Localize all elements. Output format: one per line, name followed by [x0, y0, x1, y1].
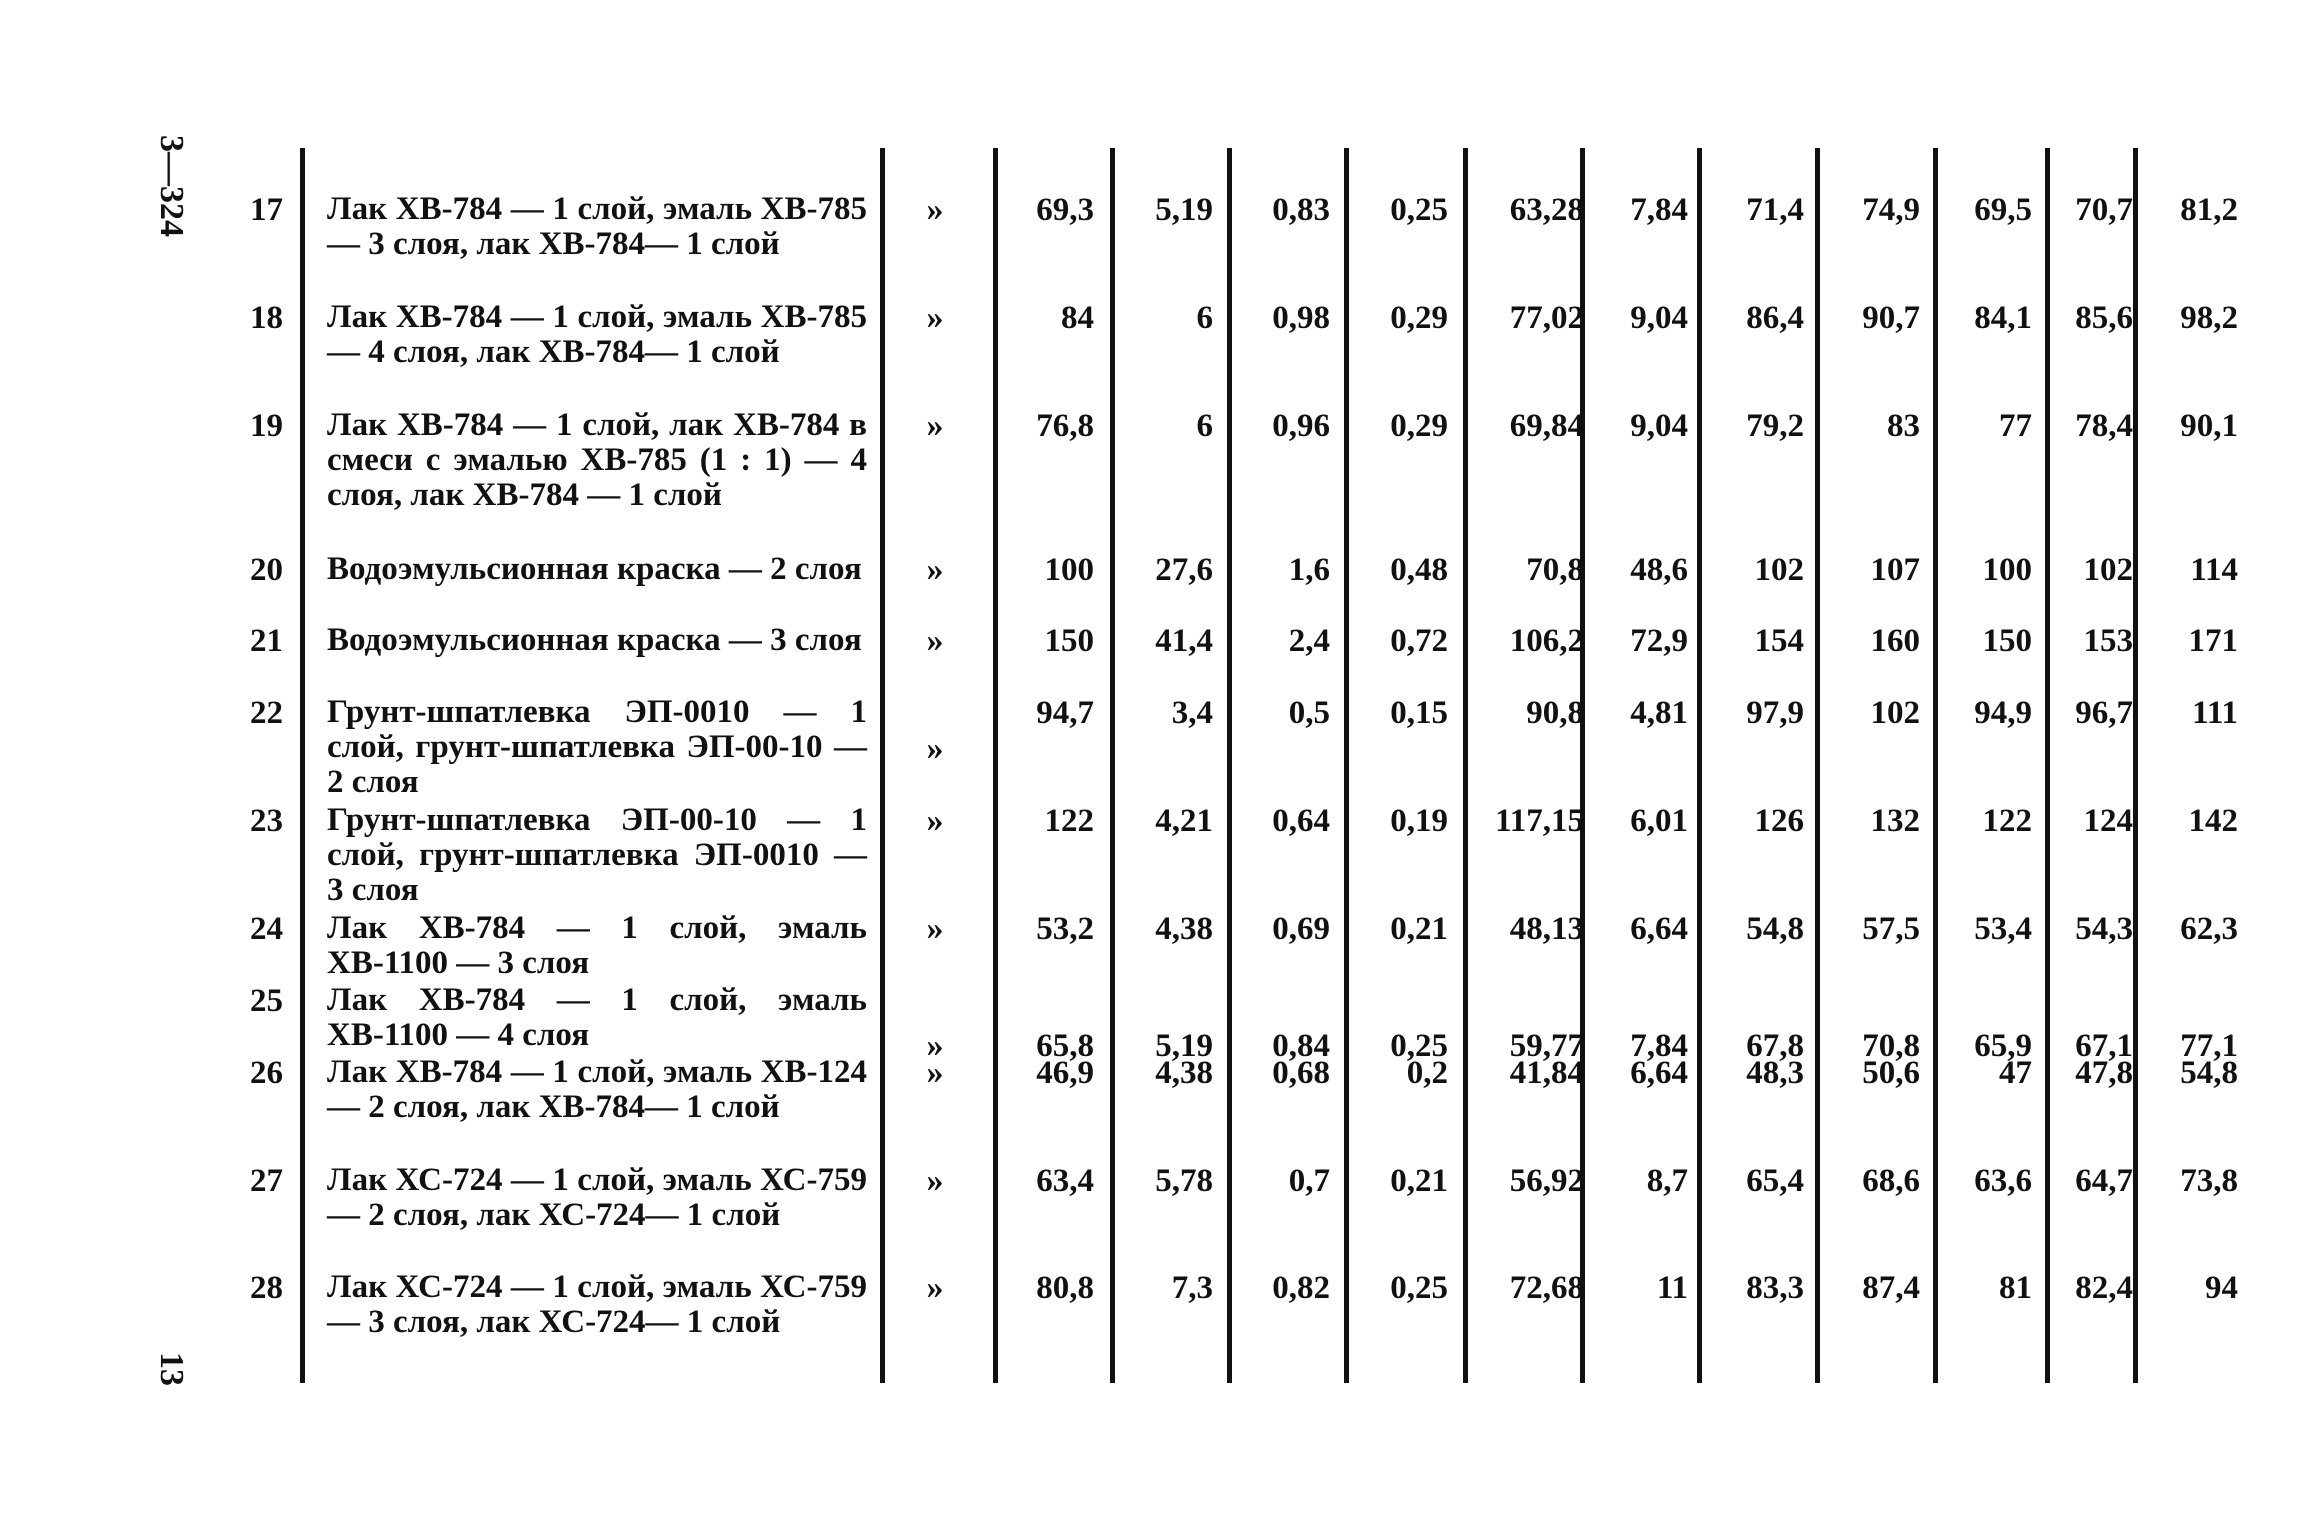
value-cell: 126 — [1754, 803, 1804, 839]
value-cell: 0,5 — [1288, 695, 1330, 731]
coating-description: Грунт-шпатлевка ЭП-0010 — 1 слой, грунт-шпатлевка ЭП-00-10 — 2 слоя — [327, 694, 867, 800]
value-cell: 7,84 — [1630, 1028, 1688, 1064]
unit-ditto-mark: » — [926, 910, 944, 947]
value-cell: 142 — [2188, 803, 2238, 839]
page-number: 13 — [153, 1352, 190, 1386]
value-cell: 74,9 — [1862, 192, 1920, 228]
coating-description: Лак ХС-724 — 1 слой, эмаль ХС-759 — 2 слоя, лак ХС-724— 1 слой — [327, 1162, 867, 1233]
value-cell: 64,7 — [2075, 1163, 2133, 1199]
unit-ditto-mark: » — [926, 730, 944, 767]
row-number: 21 — [250, 623, 283, 659]
coating-description: Лак ХВ-784 — 1 слой, эмаль ХВ-785 — 3 слоя, лак ХВ-784— 1 слой — [327, 191, 867, 262]
value-cell: 65,4 — [1746, 1163, 1804, 1199]
value-cell: 153 — [2083, 623, 2133, 659]
value-cell: 77 — [1999, 408, 2032, 444]
column-rule — [1933, 148, 1938, 1383]
value-cell: 90,7 — [1862, 300, 1920, 336]
value-cell: 0,96 — [1272, 408, 1330, 444]
value-cell: 54,8 — [1746, 911, 1804, 947]
value-cell: 63,4 — [1036, 1163, 1094, 1199]
value-cell: 132 — [1870, 803, 1920, 839]
value-cell: 0,21 — [1390, 1163, 1448, 1199]
value-cell: 117,15 — [1495, 803, 1584, 839]
value-cell: 111 — [2192, 695, 2238, 731]
value-cell: 102 — [2083, 552, 2133, 588]
value-cell: 0,19 — [1390, 803, 1448, 839]
value-cell: 100 — [1982, 552, 2032, 588]
coating-description: Грунт-шпатлевка ЭП-00-10 — 1 слой, грунт-шпатлевка ЭП-0010 — 3 слоя — [327, 802, 867, 908]
value-cell: 83 — [1887, 408, 1920, 444]
value-cell: 0,29 — [1390, 300, 1448, 336]
value-cell: 2,4 — [1288, 623, 1330, 659]
value-cell: 107 — [1870, 552, 1920, 588]
value-cell: 4,38 — [1155, 1055, 1213, 1091]
row-number: 27 — [250, 1163, 283, 1199]
value-cell: 53,4 — [1974, 911, 2032, 947]
value-cell: 0,7 — [1288, 1163, 1330, 1199]
value-cell: 63,28 — [1509, 192, 1584, 228]
value-cell: 122 — [1982, 803, 2032, 839]
value-cell: 77,02 — [1509, 300, 1584, 336]
value-cell: 100 — [1044, 552, 1094, 588]
value-cell: 62,3 — [2180, 911, 2238, 947]
value-cell: 0,25 — [1390, 1270, 1448, 1306]
value-cell: 69,84 — [1509, 408, 1584, 444]
column-rule — [2133, 148, 2138, 1383]
value-cell: 47,8 — [2075, 1055, 2133, 1091]
row-number: 22 — [250, 695, 283, 731]
value-cell: 80,8 — [1036, 1270, 1094, 1306]
value-cell: 5,78 — [1155, 1163, 1213, 1199]
coating-description: Лак ХВ-784 — 1 слой, эмаль ХВ-785 — 4 слоя, лак ХВ-784— 1 слой — [327, 299, 867, 370]
column-rule — [993, 148, 998, 1383]
row-number: 25 — [250, 983, 283, 1019]
value-cell: 86,4 — [1746, 300, 1804, 336]
value-cell: 4,21 — [1155, 803, 1213, 839]
value-cell: 72,68 — [1509, 1270, 1584, 1306]
value-cell: 54,8 — [2180, 1055, 2238, 1091]
unit-ditto-mark: » — [926, 299, 944, 336]
series-code: 3—324 — [153, 135, 190, 237]
value-cell: 4,38 — [1155, 911, 1213, 947]
value-cell: 9,04 — [1630, 408, 1688, 444]
value-cell: 0,64 — [1272, 803, 1330, 839]
value-cell: 6,01 — [1630, 803, 1688, 839]
value-cell: 76,8 — [1036, 408, 1094, 444]
value-cell: 106,2 — [1509, 623, 1584, 659]
column-rule — [2045, 148, 2050, 1383]
value-cell: 77,1 — [2180, 1028, 2238, 1064]
value-cell: 114 — [2190, 552, 2238, 588]
column-rule — [300, 148, 305, 1383]
value-cell: 78,4 — [2075, 408, 2133, 444]
value-cell: 0,25 — [1390, 1028, 1448, 1064]
coating-description: Лак ХС-724 — 1 слой, эмаль ХС-759 — 3 слоя, лак ХС-724— 1 слой — [327, 1269, 867, 1340]
value-cell: 6 — [1196, 408, 1213, 444]
value-cell: 48,3 — [1746, 1055, 1804, 1091]
value-cell: 83,3 — [1746, 1270, 1804, 1306]
value-cell: 0,29 — [1390, 408, 1448, 444]
value-cell: 102 — [1870, 695, 1920, 731]
row-number: 24 — [250, 911, 283, 947]
column-rule — [1463, 148, 1468, 1383]
coating-description: Лак ХВ-784 — 1 слой, эмаль ХВ-124 — 2 слоя, лак ХВ-784— 1 слой — [327, 1054, 867, 1125]
value-cell: 1,6 — [1288, 552, 1330, 588]
value-cell: 96,7 — [2075, 695, 2133, 731]
unit-ditto-mark: » — [926, 1269, 944, 1306]
value-cell: 57,5 — [1862, 911, 1920, 947]
value-cell: 6,64 — [1630, 1055, 1688, 1091]
value-cell: 0,68 — [1272, 1055, 1330, 1091]
value-cell: 11 — [1656, 1270, 1688, 1306]
value-cell: 171 — [2188, 623, 2238, 659]
value-cell: 94,7 — [1036, 695, 1094, 731]
value-cell: 70,8 — [1526, 552, 1584, 588]
value-cell: 0,83 — [1272, 192, 1330, 228]
value-cell: 82,4 — [2075, 1270, 2133, 1306]
value-cell: 67,8 — [1746, 1028, 1804, 1064]
value-cell: 71,4 — [1746, 192, 1804, 228]
value-cell: 48,6 — [1630, 552, 1688, 588]
value-cell: 0,15 — [1390, 695, 1448, 731]
value-cell: 122 — [1044, 803, 1094, 839]
value-cell: 0,69 — [1272, 911, 1330, 947]
value-cell: 0,82 — [1272, 1270, 1330, 1306]
coating-description: Лак ХВ-784 — 1 слой, эмаль ХВ-1100 — 4 слоя — [327, 982, 867, 1053]
column-rule — [880, 148, 885, 1383]
value-cell: 0,48 — [1390, 552, 1448, 588]
unit-ditto-mark: » — [926, 191, 944, 228]
value-cell: 41,84 — [1509, 1055, 1584, 1091]
value-cell: 27,6 — [1155, 552, 1213, 588]
value-cell: 7,3 — [1171, 1270, 1213, 1306]
value-cell: 154 — [1754, 623, 1804, 659]
value-cell: 97,9 — [1746, 695, 1804, 731]
value-cell: 8,7 — [1646, 1163, 1688, 1199]
value-cell: 68,6 — [1862, 1163, 1920, 1199]
value-cell: 67,1 — [2075, 1028, 2133, 1064]
value-cell: 70,7 — [2075, 192, 2133, 228]
column-rule — [1697, 148, 1702, 1383]
value-cell: 50,6 — [1862, 1055, 1920, 1091]
value-cell: 94,9 — [1974, 695, 2032, 731]
value-cell: 69,5 — [1974, 192, 2032, 228]
value-cell: 6,64 — [1630, 911, 1688, 947]
unit-ditto-mark: » — [926, 1162, 944, 1199]
value-cell: 56,92 — [1509, 1163, 1584, 1199]
column-rule — [1110, 148, 1115, 1383]
value-cell: 98,2 — [2180, 300, 2238, 336]
value-cell: 0,98 — [1272, 300, 1330, 336]
value-cell: 72,9 — [1630, 623, 1688, 659]
row-number: 20 — [250, 552, 283, 588]
value-cell: 81,2 — [2180, 192, 2238, 228]
value-cell: 90,1 — [2180, 408, 2238, 444]
value-cell: 0,84 — [1272, 1028, 1330, 1064]
coating-description: Лак ХВ-784 — 1 слой, эмаль ХВ-1100 — 3 слоя — [327, 910, 867, 981]
value-cell: 0,2 — [1406, 1055, 1448, 1091]
row-number: 28 — [250, 1270, 283, 1306]
value-cell: 81 — [1999, 1270, 2032, 1306]
column-rule — [1227, 148, 1232, 1383]
value-cell: 160 — [1870, 623, 1920, 659]
value-cell: 0,21 — [1390, 911, 1448, 947]
value-cell: 59,77 — [1509, 1028, 1584, 1064]
coating-description: Лак ХВ-784 — 1 слой, лак ХВ-784 в смеси с эмалью ХВ-785 (1 : 1) — 4 слоя, лак ХВ-784 — 1 слой — [327, 407, 867, 513]
value-cell: 87,4 — [1862, 1270, 1920, 1306]
value-cell: 150 — [1044, 623, 1094, 659]
column-rule — [1815, 148, 1820, 1383]
value-cell: 124 — [2083, 803, 2133, 839]
value-cell: 94 — [2205, 1270, 2238, 1306]
value-cell: 5,19 — [1155, 1028, 1213, 1064]
row-number: 26 — [250, 1055, 283, 1091]
coating-description: Водоэмульсионная краска — 2 слоя — [327, 551, 862, 587]
unit-ditto-mark: » — [926, 622, 944, 659]
value-cell: 7,84 — [1630, 192, 1688, 228]
value-cell: 0,72 — [1390, 623, 1448, 659]
value-cell: 85,6 — [2075, 300, 2133, 336]
unit-ditto-mark: » — [926, 1027, 944, 1064]
value-cell: 150 — [1982, 623, 2032, 659]
value-cell: 54,3 — [2075, 911, 2133, 947]
value-cell: 6 — [1196, 300, 1213, 336]
value-cell: 3,4 — [1171, 695, 1213, 731]
value-cell: 84 — [1061, 300, 1094, 336]
unit-ditto-mark: » — [926, 1054, 944, 1091]
unit-ditto-mark: » — [926, 551, 944, 588]
value-cell: 90,8 — [1526, 695, 1584, 731]
row-number: 19 — [250, 408, 283, 444]
value-cell: 79,2 — [1746, 408, 1804, 444]
column-rule — [1344, 148, 1349, 1383]
value-cell: 4,81 — [1630, 695, 1688, 731]
value-cell: 53,2 — [1036, 911, 1094, 947]
value-cell: 65,9 — [1974, 1028, 2032, 1064]
value-cell: 9,04 — [1630, 300, 1688, 336]
value-cell: 63,6 — [1974, 1163, 2032, 1199]
row-number: 17 — [250, 192, 283, 228]
value-cell: 41,4 — [1155, 623, 1213, 659]
row-number: 23 — [250, 803, 283, 839]
row-number: 18 — [250, 300, 283, 336]
value-cell: 48,13 — [1509, 911, 1584, 947]
value-cell: 102 — [1754, 552, 1804, 588]
value-cell: 0,25 — [1390, 192, 1448, 228]
unit-ditto-mark: » — [926, 802, 944, 839]
value-cell: 69,3 — [1036, 192, 1094, 228]
unit-ditto-mark: » — [926, 407, 944, 444]
value-cell: 84,1 — [1974, 300, 2032, 336]
coating-description: Водоэмульсионная краска — 3 слоя — [327, 622, 862, 658]
value-cell: 65,8 — [1036, 1028, 1094, 1064]
value-cell: 73,8 — [2180, 1163, 2238, 1199]
value-cell: 47 — [1999, 1055, 2032, 1091]
value-cell: 70,8 — [1862, 1028, 1920, 1064]
value-cell: 46,9 — [1036, 1055, 1094, 1091]
value-cell: 5,19 — [1155, 192, 1213, 228]
